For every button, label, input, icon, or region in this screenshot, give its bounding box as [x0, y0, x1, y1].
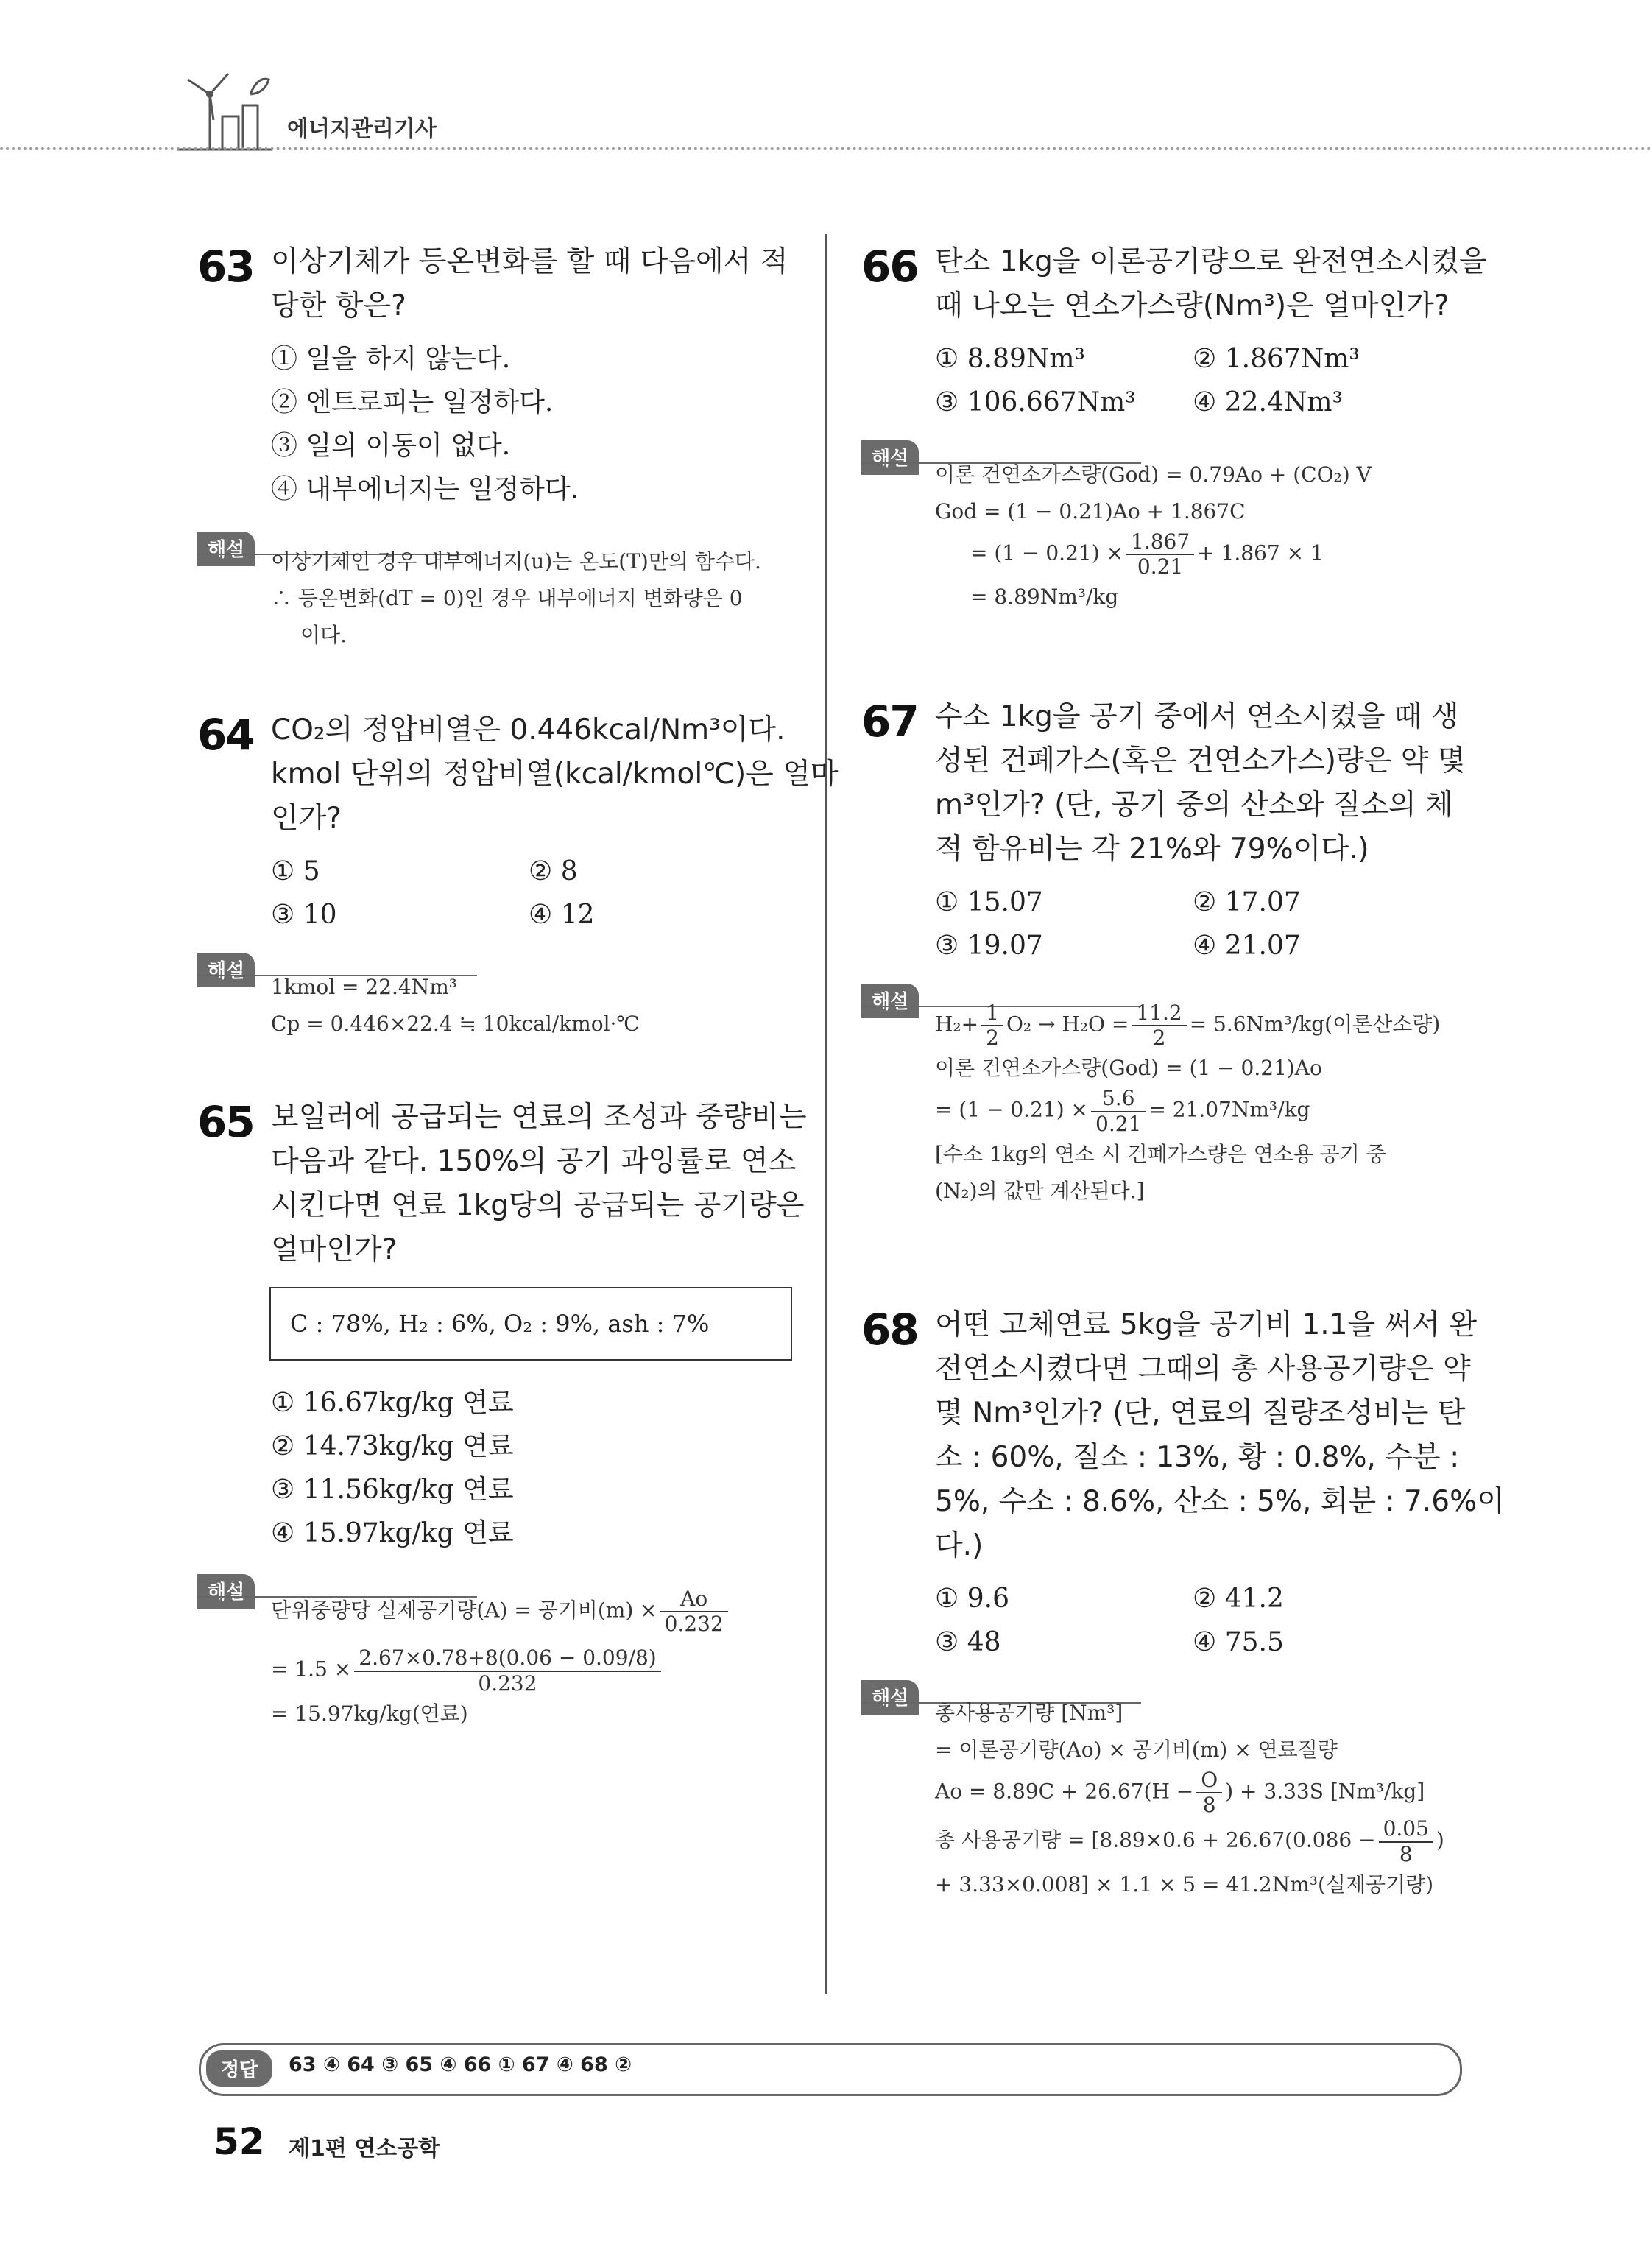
header-divider: [0, 147, 1652, 150]
answer-list: 63 ④ 64 ③ 65 ④ 66 ① 67 ④ 68 ②: [289, 2053, 632, 2076]
option: ② 8: [529, 856, 578, 886]
option: ④ 22.4Nm³: [1193, 387, 1343, 417]
explanation-tag: 해설: [197, 953, 255, 987]
question-64-options: [271, 850, 801, 938]
question-66-options: [935, 337, 1465, 426]
question-65-text: 보일러에 공급되는 연료의 조성과 중량비는 다음과 같다. 150%의 공기 과잉률로 연소 시킨다면 연료 1kg당의 공급되는 공기량은 얼마인가?: [271, 1101, 807, 1266]
explanation-tag: 해설: [861, 984, 919, 1018]
explanation-tag: 해설: [197, 532, 255, 566]
option: ③ 10: [271, 900, 337, 930]
question-67-options: [935, 881, 1465, 969]
question-65-options: [271, 1381, 514, 1555]
book-title: 에너지관리기사: [287, 116, 437, 142]
option: ④ 12: [529, 900, 595, 930]
question-number: 64: [197, 710, 254, 760]
option: ② 41.2: [1193, 1584, 1284, 1614]
question-63-explanation: 이상기체인 경우 내부에너지(u)는 온도(T)만의 함수다. ∴ 등온변화(dT = 0)인 경우 내부에너지 변화량은 0 이다.: [271, 549, 761, 647]
option: ④ 21.07: [1193, 931, 1301, 961]
option: ② 1.867Nm³: [1193, 344, 1360, 374]
section-title: 제1편 연소공학: [289, 2136, 440, 2162]
question-64-explanation: 1kmol = 22.4Nm³ Cp = 0.446×22.4 ≒ 10kcal/kmol·℃: [271, 975, 640, 1036]
question-68-explanation: 총사용공기량 [Nm³] = 이론공기량(Ao) × 공기비(m) × 연료질량 Ao = 8.89C + 26.67(H − $\frac{O}{8}$ ) + 3.33S [Nm³/kg] 총 사용공기량 = [8.89×0.6 + 26.67(0.086 − $\frac{0.05}{8}$ ) + 3.33×0.008] × 1.1 × 5 = 41.2Nm³(실제공기량): [935, 1701, 1444, 1897]
explanation-tag: 해설: [861, 1680, 919, 1715]
option: ③ 일의 이동이 없다.: [271, 431, 511, 461]
option: ① 15.07: [935, 887, 1043, 917]
question-67-text: 수소 1kg을 공기 중에서 연소시켰을 때 생 성된 건폐가스(혹은 건연소가스)량은 약 몇 m³인가? (단, 공기 중의 산소와 질소의 체 적 함유비는 각 21%와 79%이다.): [935, 700, 1466, 866]
question-68-text: 어떤 고체연료 5kg을 공기비 1.1을 써서 완 전연소시켰다면 그때의 총 사용공기량은 약 몇 Nm³인가? (단, 연료의 질량조성비는 탄 소 : 60%, 질소 : 13%, 황 : 0.8%, 수분 : 5%, 수소 : 8.6%, 산소 : 5%, 회분 : 7.6%이 다.): [935, 1308, 1505, 1562]
wind-turbine-logo-icon: [177, 65, 272, 153]
option: ② 엔트로피는 일정하다.: [271, 387, 554, 417]
option: ① 8.89Nm³: [935, 344, 1085, 374]
question-number: 63: [197, 241, 254, 292]
option: ③ 19.07: [935, 931, 1043, 961]
question-66-text: 탄소 1kg을 이론공기량으로 완전연소시켰을 때 나오는 연소가스량(Nm³)은 얼마인가?: [935, 245, 1487, 322]
question-66-explanation: 이론 건연소가스량(God) = 0.79Ao + (CO₂) V God = (1 − 0.21)Ao + 1.867C = (1 − 0.21) × $\frac{1.867}{0.21}$ + 1.867 × 1 = 8.89Nm³/kg: [935, 462, 1372, 610]
question-number: 65: [197, 1097, 254, 1147]
question-number: 66: [861, 241, 918, 292]
option: ④ 75.5: [1193, 1627, 1284, 1657]
option: ② 14.73kg/kg 연료: [271, 1431, 514, 1461]
fuel-composition-box: C : 78%, H₂ : 6%, O₂ : 9%, ash : 7%: [269, 1287, 792, 1361]
question-number: 67: [861, 696, 918, 747]
column-divider: [825, 234, 827, 1994]
option: ① 일을 하지 않는다.: [271, 344, 511, 374]
answer-label: 정답: [206, 2050, 272, 2087]
option: ① 5: [271, 856, 320, 886]
option: ③ 106.667Nm³: [935, 387, 1136, 417]
question-68-options: [935, 1577, 1465, 1665]
explanation-tag: 해설: [197, 1574, 255, 1609]
question-67-explanation: H₂+ $\frac{1}{2}$ O₂ → H₂O = $\frac{11.2}{2}$ = 5.6Nm³/kg(이론산소량) 이론 건연소가스량(God) = (1 − 0.21)Ao = (1 − 0.21) × $\frac{5.6}{0.21}$ = 21.07Nm³/kg [수소 1kg의 연소 시 건폐가스량은 연소용 공기 중 (N₂)의 값만 계산된다.]: [935, 1001, 1441, 1203]
question-65-explanation: 단위중량당 실제공기량(A) = 공기비(m) × $\frac{Ao}{0.232}$ = 1.5 × $\frac{2.67\times 0.78+8(0.06 - 0.09/8)}{0.232}$ = 15.97kg/kg(연료): [271, 1587, 731, 1732]
option: ④ 15.97kg/kg 연료: [271, 1518, 514, 1548]
option: ④ 내부에너지는 일정하다.: [271, 474, 579, 504]
option: ① 9.6: [935, 1584, 1009, 1614]
question-64-text: CO₂의 정압비열은 0.446kcal/Nm³이다. kmol 단위의 정압비열(kcal/kmol℃)은 얼마 인가?: [271, 713, 839, 835]
option: ③ 11.56kg/kg 연료: [271, 1475, 514, 1505]
page-number: 52: [213, 2120, 265, 2163]
option: ② 17.07: [1193, 887, 1301, 917]
question-number: 68: [861, 1305, 918, 1355]
option: ③ 48: [935, 1627, 1001, 1657]
question-63-options: [271, 337, 579, 511]
explanation-tag: 해설: [861, 440, 919, 475]
option: ① 16.67kg/kg 연료: [271, 1388, 514, 1418]
question-63-text: 이상기체가 등온변화를 할 때 다음에서 적 당한 항은?: [271, 245, 788, 322]
